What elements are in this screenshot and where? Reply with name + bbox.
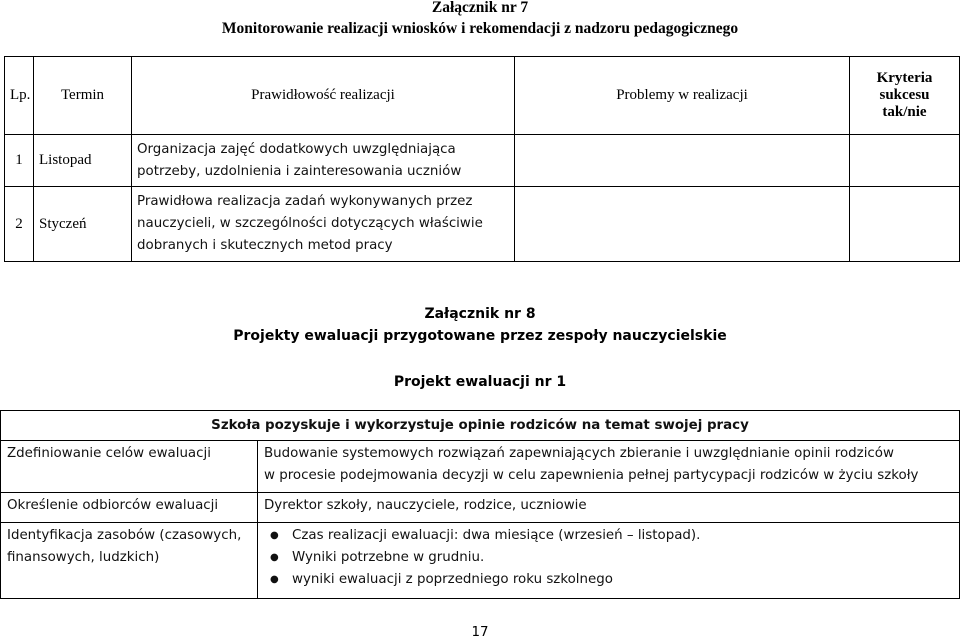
- table-row: [1, 493, 960, 523]
- table-row: [5, 135, 960, 187]
- evaluation-topic: Szkoła pozyskuje i wykorzystuje opinie rodziców na temat swojej pracy: [1, 411, 960, 441]
- row-label: [1, 523, 258, 599]
- annex8-title: Projekty ewaluacji przygotowane przez zespoły nauczycielskie: [233, 328, 727, 344]
- row-prawidlowosc: [132, 187, 515, 262]
- header-problemy: Problemy w realizacji: [515, 57, 850, 135]
- row-termin: Styczeń: [34, 187, 132, 262]
- row-problemy: [515, 135, 850, 187]
- monitoring-table-header: [5, 57, 960, 135]
- row-prawidlowosc-line1: Prawidłowa realizacja zadań wykonywanych przez: [137, 194, 473, 209]
- page-number: 17: [471, 625, 489, 640]
- row-prawidlowosc: [132, 135, 515, 187]
- row-label-line1: Identyfikacja zasobów (czasowych,: [7, 528, 242, 543]
- table-row: [1, 441, 960, 493]
- header-kryteria: [850, 57, 960, 135]
- row-prawidlowosc-line3: dobranych i skutecznych metod pracy: [137, 238, 393, 253]
- annex8-label: Załącznik nr 8: [424, 306, 536, 322]
- header-kryteria-line3: tak/nie: [882, 104, 927, 120]
- list-item: ● wyniki ewaluacji z poprzedniego roku szkolnego: [264, 569, 953, 591]
- row-lp: 2: [5, 187, 34, 262]
- row-prawidlowosc-line1: Organizacja zajęć dodatkowych uwzględniająca: [137, 141, 456, 157]
- table-row: [1, 523, 960, 599]
- project-title: Projekt ewaluacji nr 1: [393, 374, 567, 390]
- row-label-line2: finansowych, ludzkich): [7, 550, 160, 565]
- row-lp: 1: [5, 135, 34, 187]
- row-value-line2: w procesie podejmowania decyzji w celu zapewnienia pełnej partycypacji rodziców w życiu szkoły: [264, 468, 919, 483]
- evaluation-project-table: [0, 410, 960, 599]
- header-lp: Lp.: [5, 57, 34, 135]
- list-item: ● Czas realizacji ewaluacji: dwa miesiące (wrzesień – listopad).: [264, 525, 953, 547]
- row-value: [258, 523, 960, 599]
- header-prawidlowosc: Prawidłowość realizacji: [132, 57, 515, 135]
- row-prawidlowosc-line2: nauczycieli, w szczególności dotyczących właściwie: [137, 216, 483, 231]
- list-item: ● Wyniki potrzebne w grudniu.: [264, 547, 953, 569]
- resources-list: [264, 525, 953, 591]
- row-value: Dyrektor szkoły, nauczyciele, rodzice, uczniowie: [258, 493, 960, 523]
- header-kryteria-line1: Kryteria: [876, 70, 933, 86]
- row-value-line1: Budowanie systemowych rozwiązań zapewniających zbieranie i uwzględnianie opinii rodziców: [264, 446, 894, 461]
- row-value: [258, 441, 960, 493]
- header-kryteria-line2: sukcesu: [879, 87, 930, 103]
- row-problemy: [515, 187, 850, 262]
- row-kryteria: [850, 187, 960, 262]
- row-kryteria: [850, 135, 960, 187]
- monitoring-table: [4, 56, 960, 262]
- row-prawidlowosc-line2: potrzeby, uzdolnienia i zainteresowania uczniów: [137, 163, 462, 179]
- table-row: [5, 187, 960, 262]
- row-label: Określenie odbiorców ewaluacji: [1, 493, 258, 523]
- annex7-title: Monitorowanie realizacji wniosków i rekomendacji z nadzoru pedagogicznego: [221, 20, 739, 37]
- row-label: Zdefiniowanie celów ewaluacji: [1, 441, 258, 493]
- annex7-label: Załącznik nr 7: [431, 0, 529, 16]
- header-termin: Termin: [34, 57, 132, 135]
- row-termin: Listopad: [34, 135, 132, 187]
